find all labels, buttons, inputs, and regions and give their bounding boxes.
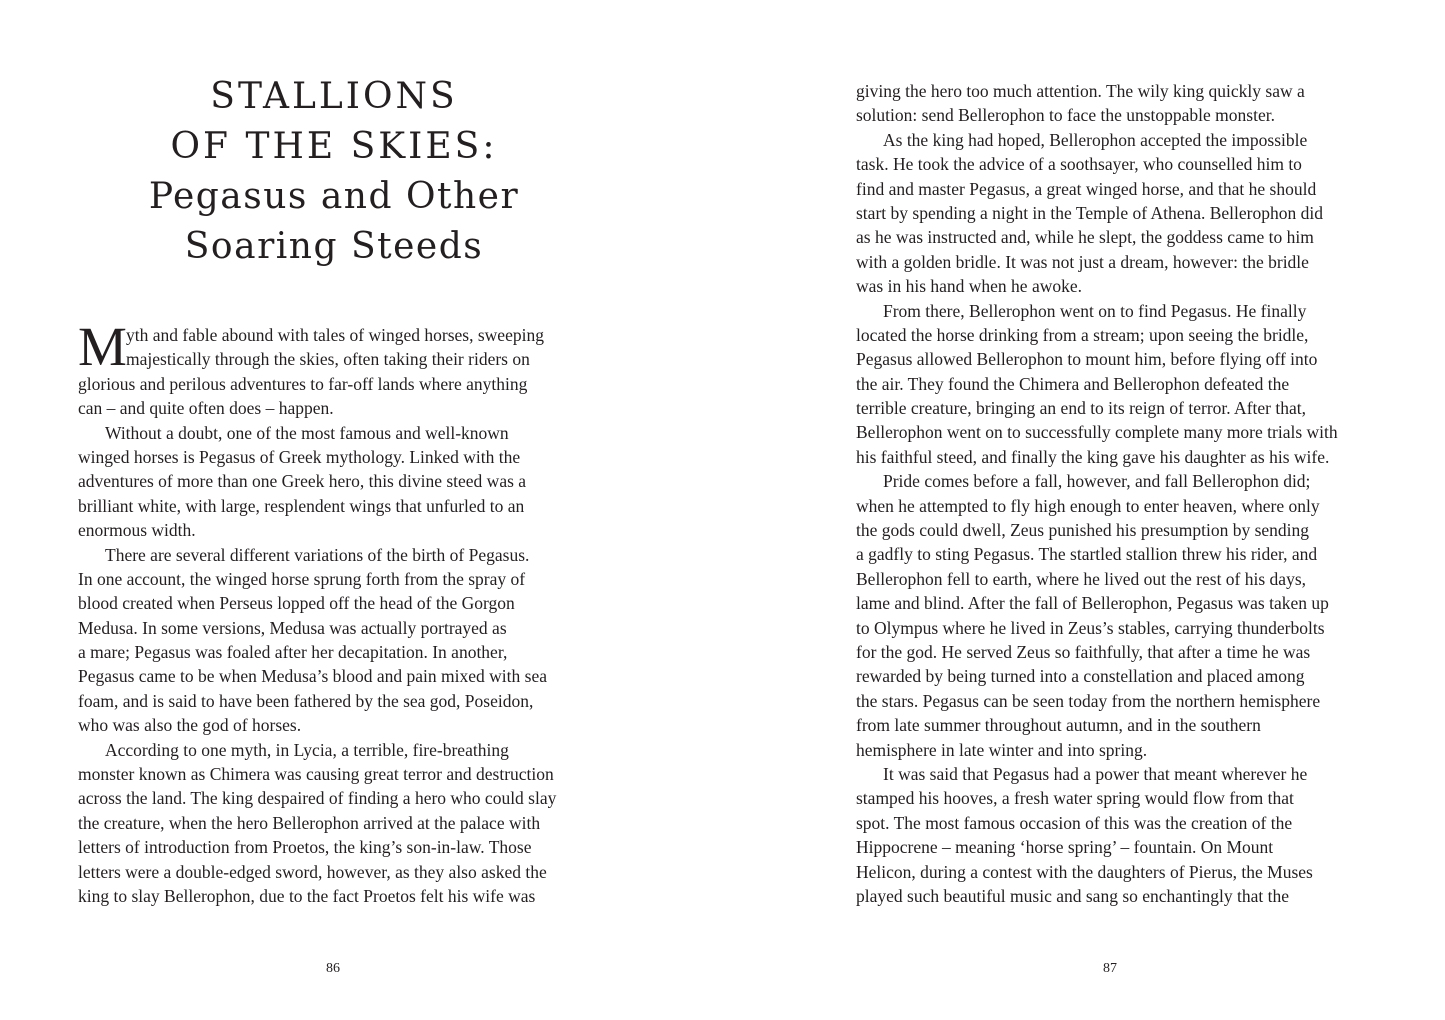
body-line: adventures of more than one Greek hero, this divine steed was a [78, 471, 527, 492]
body-line: stamped his hooves, a fresh water spring would flow from that [856, 788, 1294, 809]
body-line: lame and blind. After the fall of Bellerophon, Pegasus was taken up [856, 593, 1329, 614]
page-number: 86 [326, 961, 340, 976]
body-line-text: yth and fable abound with tales of winged horses, sweeping [126, 325, 544, 345]
body-line: a gadfly to sting Pegasus. The startled stallion threw his rider, and [856, 544, 1318, 565]
body-line: the air. They found the Chimera and Bellerophon defeated the [856, 373, 1290, 394]
body-line: rewarded by being turned into a constellation and placed among [856, 666, 1305, 687]
body-line: blood created when Perseus lopped off the head of the Gorgon [78, 593, 515, 614]
body-line: From there, Bellerophon went on to find Pegasus. He finally [883, 300, 1307, 321]
body-line: giving the hero too much attention. The wily king quickly saw a [856, 81, 1305, 101]
body-line: letters were a double-edged sword, however, as they also asked the [78, 861, 547, 882]
body-line: king to slay Bellerophon, due to the fact Proetos felt his wife was [78, 885, 536, 906]
body-line: a mare; Pegasus was foaled after her decapitation. In another, [78, 642, 508, 663]
body-line: with a golden bridle. It was not just a dream, however: the bridle [856, 251, 1309, 272]
body-line: As the king had hoped, Bellerophon accepted the impossible [883, 129, 1308, 150]
right-page [722, 0, 1445, 1020]
body-line: Bellerophon fell to earth, where he lived out the rest of his days, [856, 568, 1307, 589]
left-page [0, 0, 722, 1020]
drop-cap: M [78, 316, 127, 377]
chapter-title-line-2: OF THE SKIES: [170, 126, 498, 167]
body-line: hemisphere in late winter and into spring. [856, 739, 1148, 760]
body-line: According to one myth, in Lycia, a terrible, fire-breathing [105, 739, 509, 760]
body-line: In one account, the winged horse sprung forth from the spray of [78, 568, 526, 589]
left-body-text [78, 316, 592, 908]
body-line: task. He took the advice of a soothsayer, who counselled him to [856, 154, 1302, 175]
body-line: brilliant white, with large, resplendent wings that unfurled to an [78, 495, 525, 516]
body-line: who was also the god of horses. [78, 715, 302, 736]
body-line: Helicon, during a contest with the daughters of Pierus, the Muses [856, 861, 1313, 882]
body-line: enormous width. [78, 520, 196, 541]
body-line: spot. The most famous occasion of this was the creation of the [856, 812, 1293, 833]
body-line: for the god. He served Zeus so faithfully, that after a time he was [856, 641, 1311, 662]
body-line: It was said that Pegasus had a power that meant wherever he [883, 763, 1308, 784]
body-line: Medusa. In some versions, Medusa was actually portrayed as [78, 617, 507, 638]
body-line: monster known as Chimera was causing great terror and destruction [78, 764, 554, 785]
body-line: to Olympus where he lived in Zeus’s stables, carrying thunderbolts [856, 617, 1325, 638]
body-line: located the horse drinking from a stream; upon seeing the bridle, [856, 324, 1309, 345]
body-line: his faithful steed, and finally the king gave his daughter as his wife. [856, 446, 1330, 467]
body-line: glorious and perilous adventures to far-off lands where anything [78, 373, 528, 394]
body-line: Pride comes before a fall, however, and fall Bellerophon did; [883, 471, 1311, 492]
body-line: across the land. The king despaired of finding a hero who could slay [78, 788, 557, 809]
body-line: the gods could dwell, Zeus punished his presumption by sending [856, 520, 1310, 541]
body-line: when he attempted to fly high enough to enter heaven, where only [856, 495, 1320, 516]
body-line: can – and quite often does – happen. [78, 398, 334, 419]
body-line: terrible creature, bringing an end to its reign of terror. After that, [856, 398, 1306, 419]
body-line: There are several different variations of the birth of Pegasus. [105, 544, 530, 565]
body-line: find and master Pegasus, a great winged horse, and that he should [856, 178, 1317, 199]
body-line: letters of introduction from Proetos, the king’s son-in-law. Those [78, 837, 532, 858]
body-line: Pegasus allowed Bellerophon to mount him, before flying off into [856, 349, 1318, 370]
body-line: was in his hand when he awoke. [856, 276, 1082, 297]
body-line: foam, and is said to have been fathered by the sea god, Poseidon, [78, 690, 534, 711]
body-line: start by spending a night in the Temple of Athena. Bellerophon did [856, 202, 1323, 223]
body-line: played such beautiful music and sang so enchantingly that the [856, 885, 1290, 906]
body-line: Without a doubt, one of the most famous and well-known [105, 422, 509, 443]
page-number: 87 [1103, 961, 1117, 976]
body-line: the creature, when the hero Bellerophon arrived at the palace with [78, 812, 541, 833]
body-line: as he was instructed and, while he slept, the goddess came to him [856, 227, 1314, 248]
body-line: the stars. Pegasus can be seen today from the northern hemisphere [856, 690, 1321, 711]
body-line: from late summer throughout autumn, and in the southern [856, 715, 1261, 736]
right-body-text [856, 79, 1370, 908]
body-line: Hippocrene – meaning ‘horse spring’ – fountain. On Mount [856, 837, 1274, 858]
chapter-title-line-1: STALLIONS [210, 76, 458, 117]
body-line: winged horses is Pegasus of Greek mythology. Linked with the [78, 446, 521, 467]
body-line: Bellerophon went on to successfully complete many more trials with [856, 422, 1338, 443]
body-line: Pegasus came to be when Medusa’s blood and pain mixed with sea [78, 666, 547, 687]
body-line: majestically through the skies, often taking their riders on [126, 349, 530, 370]
body-line: solution: send Bellerophon to face the unstoppable monster. [856, 105, 1275, 126]
chapter-subtitle-line-2: Soaring Steeds [184, 226, 484, 267]
chapter-title [78, 72, 590, 272]
chapter-subtitle-line-1: Pegasus and Other [148, 176, 520, 217]
